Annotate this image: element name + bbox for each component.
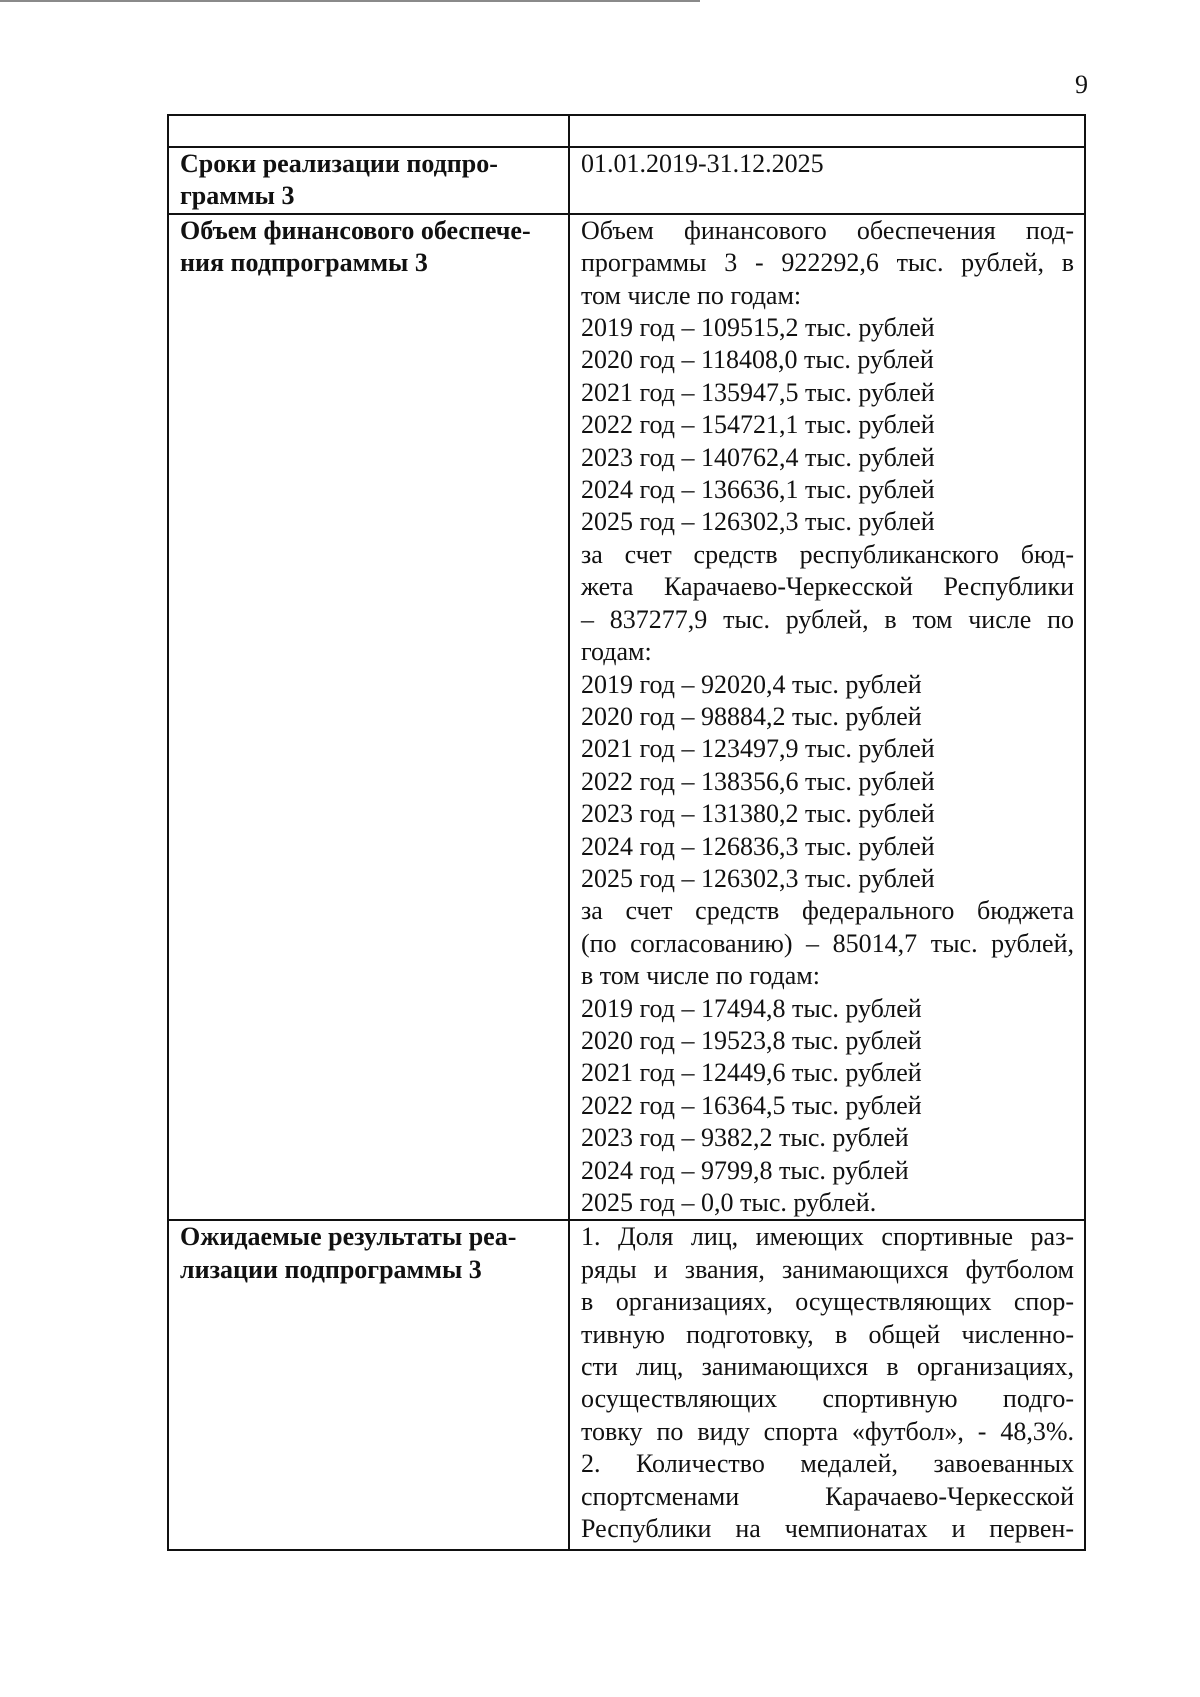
label-line: Объем финансового обеспече- <box>180 215 531 245</box>
value-line: спортсменами Карачаево-Черкесской <box>581 1481 1074 1511</box>
value-line: (по согласованию) – 85014,7 тыс. рублей, <box>581 928 1074 958</box>
row-label-implementation-period <box>168 147 569 214</box>
table-row-expected-results <box>168 1220 1085 1550</box>
value-line: сти лиц, занимающихся в организациях, <box>581 1352 1074 1382</box>
value-line: Объем финансового обеспечения под- <box>581 215 1074 245</box>
value-line: товку по виду спорта «футбол», - 48,3%. <box>581 1416 1074 1446</box>
row-label-expected-results <box>168 1220 569 1550</box>
value-line: 2023 год – 140762,4 тыс. рублей <box>581 442 935 472</box>
table-row-implementation-period <box>168 147 1085 214</box>
value-line: 2019 год – 17494,8 тыс. рублей <box>581 993 922 1023</box>
value-line: ряды и звания, занимающихся футболом <box>581 1254 1074 1284</box>
value-line: в организациях, осуществляющих спор- <box>581 1287 1074 1317</box>
value-line: 2024 год – 136636,1 тыс. рублей <box>581 475 935 505</box>
value-line: программы 3 - 922292,6 тыс. рублей, в <box>581 248 1074 278</box>
value-line: годам: <box>581 637 652 667</box>
label-line: Ожидаемые результаты реа- <box>180 1222 517 1252</box>
label-line: Сроки реализации подпро- <box>180 149 498 178</box>
label-line: лизации подпрограммы 3 <box>180 1254 482 1284</box>
value-line: жета Карачаево-Черкесской Республики <box>581 572 1074 602</box>
value-line: за счет средств республиканского бюд- <box>581 539 1074 569</box>
label-line: граммы 3 <box>180 181 295 211</box>
value-line: – 837277,9 тыс. рублей, в том числе по <box>581 604 1074 634</box>
value-line: 2019 год – 92020,4 тыс. рублей <box>581 669 922 699</box>
value-line: 2021 год – 135947,5 тыс. рублей <box>581 377 935 407</box>
value-line: Республики на чемпионатах и первен- <box>581 1514 1074 1544</box>
row-value-expected-results <box>569 1220 1085 1550</box>
value-line: осуществляющих спортивную подго- <box>581 1384 1074 1414</box>
value-line: 2022 год – 154721,1 тыс. рублей <box>581 410 935 440</box>
row-label-financing-volume <box>168 214 569 1221</box>
value-line: 2024 год – 9799,8 тыс. рублей <box>581 1155 909 1185</box>
value-line: 01.01.2019-31.12.2025 <box>581 149 824 178</box>
page-number: 9 <box>1075 70 1088 99</box>
value-line: том числе по годам: <box>581 280 802 310</box>
value-line: 2025 год – 126302,3 тыс. рублей <box>581 507 935 537</box>
value-line: 2021 год – 123497,9 тыс. рублей <box>581 734 935 764</box>
value-line: 2022 год – 16364,5 тыс. рублей <box>581 1090 922 1120</box>
empty-cell-right <box>569 115 1085 147</box>
value-line: тивную подготовку, в общей численно- <box>581 1319 1074 1349</box>
value-line: 2022 год – 138356,6 тыс. рублей <box>581 766 935 796</box>
value-line: в том числе по годам: <box>581 961 820 991</box>
row-value-financing-volume <box>569 214 1085 1221</box>
value-line: 2021 год – 12449,6 тыс. рублей <box>581 1058 922 1088</box>
value-line: 2019 год – 109515,2 тыс. рублей <box>581 313 935 343</box>
value-line: 2. Количество медалей, завоеванных <box>581 1449 1074 1479</box>
value-line: 2024 год – 126836,3 тыс. рублей <box>581 831 935 861</box>
value-line: 2020 год – 19523,8 тыс. рублей <box>581 1025 922 1055</box>
row-value-implementation-period <box>569 147 1085 214</box>
value-line: 2023 год – 9382,2 тыс. рублей <box>581 1123 909 1153</box>
empty-cell-left <box>168 115 569 147</box>
empty-header-row <box>168 115 1085 147</box>
value-line: 2025 год – 0,0 тыс. рублей. <box>581 1188 877 1217</box>
value-line: 2023 год – 131380,2 тыс. рублей <box>581 799 935 829</box>
value-line: за счет средств федерального бюджета <box>581 896 1074 926</box>
subprogram-passport-table <box>167 114 1086 1551</box>
value-line: 2020 год – 118408,0 тыс. рублей <box>581 345 934 375</box>
label-line: ния подпрограммы 3 <box>180 248 428 278</box>
value-line: 1. Доля лиц, имеющих спортивные раз- <box>581 1222 1074 1252</box>
value-line: 2020 год – 98884,2 тыс. рублей <box>581 701 922 731</box>
value-line: 2025 год – 126302,3 тыс. рублей <box>581 863 935 893</box>
table-row-financing-volume <box>168 214 1085 1221</box>
scan-top-edge-line <box>0 0 700 2</box>
